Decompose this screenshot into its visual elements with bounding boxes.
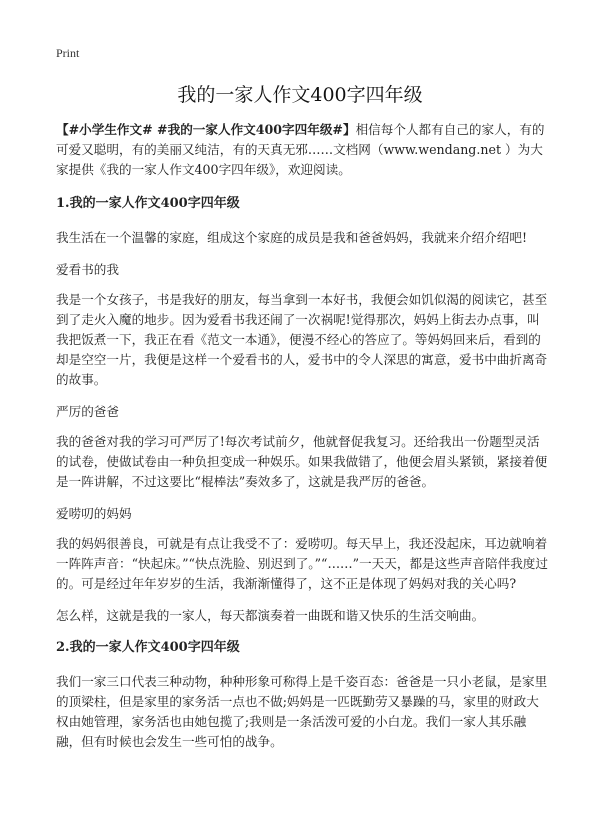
- paragraph: 我的妈妈很善良，可就是有点让我受不了：爱唠叨。每天早上，我还没起床，耳边就响着一阵阵声音：“快起床。”“快点洗脸、别迟到了。”“……”一天天，都是这些声音陪伴我度过的。可是经过年年岁岁的生活，我渐渐懂得了，这不正是体现了妈妈对我的关心吗?: [56, 536, 548, 591]
- section-heading-2: 2.我的一家人作文400字四年级: [56, 640, 240, 655]
- section-heading-1: 1.我的一家人作文400字四年级: [56, 196, 240, 211]
- page-title: 我的一家人作文400字四年级: [177, 84, 423, 106]
- print-link[interactable]: Print: [56, 46, 80, 60]
- intro-tags: 【#小学生作文# #我的一家人作文400字四年级#】: [56, 122, 356, 137]
- subheading-mother: 爱唠叨的妈妈: [56, 506, 132, 521]
- article-body: [56, 120, 548, 764]
- intro-paragraph: [56, 120, 548, 180]
- paragraph: 我是一个女孩子，书是我好的朋友，每当拿到一本好书，我便会如饥似渴的阅读它，甚至到了走火入魔的地步。因为爱看书我还闹了一次祸呢!觉得那次，妈妈上街去办点事，叫我把饭煮一下，我正在看《范文一本通》，便漫不经心的答应了。等妈妈回来后，看到的却是空空一片，我便是这样一个爱看书的人，爱书中的令人深思的寓意，爱书中曲折离奇的故事。: [56, 292, 548, 387]
- paragraph: 我们一家三口代表三种动物，种种形象可称得上是千姿百态：爸爸是一只小老鼠，是家里的顶梁柱，但是家里的家务活一点也不做;妈妈是一匹既勤劳又暴躁的马，家里的财政大权由她管理，家务活也由她包揽了;我则是一条活泼可爱的小白龙。我们一家人其乐融融，但有时候也会发生一些可怕的战争。: [56, 674, 548, 749]
- paragraph: 我生活在一个温馨的家庭，组成这个家庭的成员是我和爸爸妈妈，我就来介绍介绍吧!: [56, 230, 528, 245]
- paragraph: 怎么样，这就是我的一家人，每天都演奏着一曲既和谐又快乐的生活交响曲。: [56, 608, 485, 623]
- intro-text: 相信每个人都有自己的家人，有的可爱又聪明，有的美丽又纯洁，有的天真无邪……文档网（www.wendang.net ）为大家提供《我的一家人作文400字四年级》，欢迎阅读。: [56, 122, 545, 177]
- subheading-father: 严厉的爸爸: [56, 404, 119, 419]
- subheading-reader: 爱看书的我: [56, 262, 119, 277]
- paragraph: 我的爸爸对我的学习可严厉了!每次考试前夕，他就督促我复习。还给我出一份题型灵活的试卷，使做试卷由一种负担变成一种娱乐。如果我做错了，他便会眉头紧锁，紧接着便是一阵讲解，不过这要比“棍棒法”奏效多了，这就是我严厉的爸爸。: [56, 434, 548, 489]
